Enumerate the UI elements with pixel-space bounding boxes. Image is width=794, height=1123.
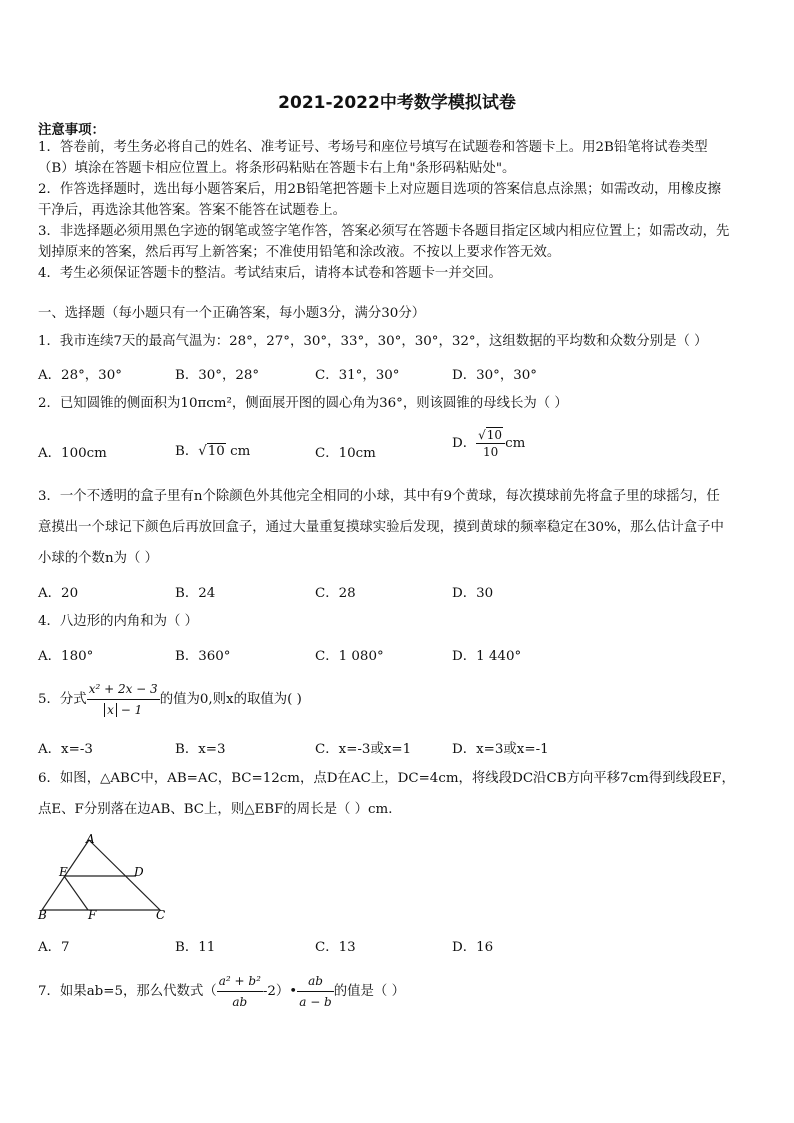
- sqrt-expression: √10: [198, 444, 225, 459]
- segment-ef: [64, 876, 88, 910]
- option-d-label: D．: [452, 436, 477, 451]
- option-d[interactable]: D．1 440°: [452, 649, 522, 664]
- question-7-suffix: 的值是（ ）: [333, 984, 405, 999]
- notice-line: 2．作答选择题时，选出每小题答案后，用2B铅笔把答题卡上对应题目选项的答案信息点涂黑；如需改动，用橡皮擦: [38, 182, 722, 197]
- label-a: A: [86, 832, 95, 846]
- option-c[interactable]: C．10cm: [315, 446, 376, 461]
- label-f: F: [88, 908, 97, 922]
- unit: cm: [505, 436, 526, 451]
- denominator-rest: − 1: [116, 703, 143, 717]
- label-e: E: [59, 865, 68, 879]
- triangle-figure: [34, 830, 174, 924]
- option-a[interactable]: A．28°，30°: [38, 368, 122, 383]
- question-7-mid: -2）•: [262, 984, 298, 999]
- question-1-text: 1．我市连续7天的最高气温为：28°，27°，30°，33°，30°，30°，32°，这组数据的平均数和众数分别是（ ）: [38, 334, 708, 349]
- option-b[interactable]: [175, 440, 250, 459]
- option-d[interactable]: D．30: [452, 586, 494, 601]
- option-b[interactable]: B．24: [175, 586, 216, 601]
- option-a[interactable]: A．7: [38, 940, 70, 955]
- fraction-denominator: a − b: [299, 995, 332, 1009]
- option-c[interactable]: C．13: [315, 940, 356, 955]
- sqrt-expression: √10: [478, 428, 503, 442]
- notice-heading: 注意事项：: [38, 122, 105, 138]
- question-2-options: [38, 428, 760, 472]
- fraction: [476, 428, 505, 459]
- radicand: 10: [207, 444, 225, 459]
- fraction-numerator: ab: [297, 972, 334, 992]
- option-d[interactable]: D．x=3或x=-1: [452, 742, 549, 757]
- fraction-denominator: [87, 700, 160, 719]
- question-2-text: 2．已知圆锥的侧面积为10πcm²，侧面展开图的圆心角为36°，则该圆锥的母线长为（ ）: [38, 396, 568, 411]
- question-5-prefix: 5．分式: [38, 692, 87, 707]
- question-3-line: 3．一个不透明的盒子里有n个除颜色外其他完全相同的小球，其中有9个黄球，每次摸球前先将盒子里的球摇匀，任: [38, 489, 720, 504]
- question-1-options: [38, 364, 760, 384]
- page-title: 2021-2022中考数学模拟试卷: [278, 93, 516, 113]
- fraction-numerator: [476, 428, 505, 444]
- option-b[interactable]: B．x=3: [175, 742, 226, 757]
- fraction-denominator: ab: [232, 995, 248, 1009]
- option-b[interactable]: B．360°: [175, 649, 231, 664]
- absolute-value: x: [104, 703, 117, 717]
- notice-line: （B）填涂在答题卡相应位置上。将条形码粘贴在答题卡右上角"条形码粘贴处"。: [38, 161, 516, 176]
- question-6-line: 点E、F分别落在边AB、BC上，则△EBF的周长是（ ）cm．: [38, 802, 402, 817]
- fraction: [217, 972, 263, 1011]
- option-b[interactable]: B．11: [175, 940, 216, 955]
- notice-line: 3．非选择题必须用黑色字迹的钢笔或签字笔作答，答案必须写在答题卡各题目指定区域内相应位置上；如需改动，先: [38, 224, 730, 239]
- question-7-text: [38, 970, 760, 1014]
- fraction: [87, 680, 160, 719]
- question-6-line: 6．如图，△ABC中，AB=AC，BC=12cm，点D在AC上，DC=4cm，将线段DC沿CB方向平移7cm得到线段EF，: [38, 771, 735, 786]
- section-heading: 一、选择题（每小题只有一个正确答案，每小题3分，满分30分）: [38, 306, 426, 321]
- fraction-denominator: 10: [482, 445, 499, 459]
- unit: cm: [230, 444, 251, 459]
- notice-line: 干净后，再选涂其他答案。答案不能答在试题卷上。: [38, 203, 346, 218]
- notice-line: 划掉原来的答案，然后再写上新答案；不准使用铅笔和涂改液。不按以上要求作答无效。: [38, 245, 561, 260]
- option-d[interactable]: [452, 428, 525, 459]
- option-d[interactable]: D．30°，30°: [452, 368, 537, 383]
- question-6-options: [38, 936, 760, 956]
- option-a[interactable]: A．20: [38, 586, 79, 601]
- option-b[interactable]: B．30°，28°: [175, 368, 260, 383]
- radicand: 10: [486, 428, 503, 442]
- option-c[interactable]: C．31°，30°: [315, 368, 400, 383]
- question-3-options: [38, 582, 760, 602]
- option-c[interactable]: C．28: [315, 586, 356, 601]
- question-4-options: [38, 645, 760, 665]
- fraction-numerator: x² + 2x − 3: [87, 680, 160, 700]
- option-a[interactable]: A．x=-3: [38, 742, 93, 757]
- label-b: B: [38, 908, 47, 922]
- notice-line: 1．答卷前，考生务必将自己的姓名、准考证号、考场号和座位号填写在试题卷和答题卡上。用2B铅笔将试卷类型: [38, 140, 708, 155]
- notice-line: 4．考生必须保证答题卡的整洁。考试结束后，请将本试卷和答题卡一并交回。: [38, 266, 502, 281]
- question-3-line: 小球的个数n为（ ）: [38, 551, 159, 566]
- option-b-label: B．: [175, 444, 199, 459]
- question-5-text: [38, 678, 760, 722]
- label-d: D: [134, 865, 144, 879]
- option-a[interactable]: A．180°: [38, 649, 94, 664]
- question-4-text: 4．八边形的内角和为（ ）: [38, 614, 199, 629]
- question-3-line: 意摸出一个球记下颜色后再放回盒子，通过大量重复摸球实验后发现，摸到黄球的频率稳定在30%，那么估计盒子中: [38, 520, 724, 535]
- fraction: [297, 972, 334, 1011]
- fraction-numerator: a² + b²: [217, 972, 263, 992]
- question-5-suffix: 的值为0,则x的取值为( ): [159, 692, 302, 707]
- question-5-options: [38, 738, 760, 758]
- option-a[interactable]: A．100cm: [38, 446, 107, 461]
- option-c[interactable]: C．1 080°: [315, 649, 384, 664]
- option-d[interactable]: D．16: [452, 940, 494, 955]
- question-7-prefix: 7．如果ab=5，那么代数式（: [38, 984, 217, 999]
- label-c: C: [156, 908, 166, 922]
- option-c[interactable]: C．x=-3或x=1: [315, 742, 412, 757]
